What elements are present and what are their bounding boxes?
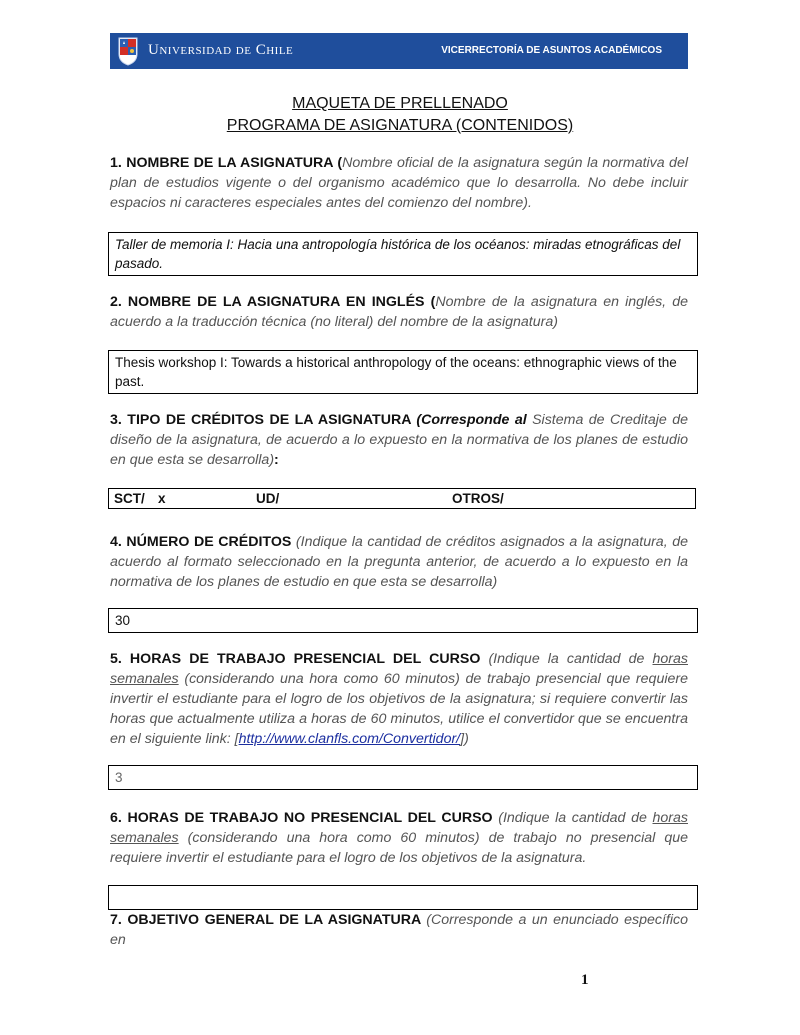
section-6-prompt xyxy=(110,808,688,868)
section-5-description-start: (Indique la cantidad de xyxy=(488,651,653,667)
section-6-description-start: (Indique la cantidad de xyxy=(498,810,653,826)
sct-option-label[interactable]: SCT/ xyxy=(114,491,145,506)
section-1-answer-box[interactable]: Taller de memoria I: Hacia una antropología histórica de los océanos: miradas etnográficas del pasado. xyxy=(108,232,698,276)
section-5-answer-box[interactable]: 3 xyxy=(108,765,698,790)
section-4-prompt xyxy=(110,532,688,592)
section-3-description: Sistema de Creditaje de diseño de la asignatura, de acuerdo a lo expuesto en la normativa de los planes de estudio en que esta se desarrolla) xyxy=(110,412,689,468)
section-2-description: Nombre de la asignatura en inglés, de acuerdo a la traducción técnica (no literal) del nombre de la asignatura) xyxy=(110,294,688,330)
section-7-description: (Corresponde a un enunciado específico en xyxy=(110,912,688,948)
section-6-description-end: (considerando una hora como 60 minutos) de trabajo no presencial que requiere invertir el estudiante para el logro de los objetivos de la asignatura. xyxy=(110,830,688,866)
section-3-description-prefix: (Corresponde al xyxy=(416,412,533,428)
page-number: 1 xyxy=(581,972,589,988)
section-1-description: Nombre oficial de la asignatura según la normativa del plan de estudios vigente o del organismo académico que lo desarrolla. No debe incluir espacios ni caracteres especiales antes del comienzo del nombre). xyxy=(110,155,688,211)
university-name: Universidad de Chile xyxy=(148,42,294,58)
header-banner xyxy=(110,33,688,69)
section-3-colon: : xyxy=(274,452,279,468)
section-4-answer-box[interactable]: 30 xyxy=(108,608,698,633)
section-5-heading: 5. HORAS DE TRABAJO PRESENCIAL DEL CURSO xyxy=(110,651,489,667)
section-7-heading: 7. OBJETIVO GENERAL DE LA ASIGNATURA xyxy=(110,912,427,928)
document-title-line-2: PROGRAMA DE ASIGNATURA (CONTENIDOS) xyxy=(226,117,574,134)
otros-option-label[interactable]: OTROS/ xyxy=(452,491,504,506)
section-3-prompt xyxy=(110,410,688,470)
section-5-weekly-hours: horas semanales xyxy=(110,651,688,687)
section-6-heading: 6. HORAS DE TRABAJO NO PRESENCIAL DEL CURSO xyxy=(110,810,499,826)
section-4-description: (Indique la cantidad de créditos asignados a la asignatura, de acuerdo al formato seleccionado en la pregunta anterior, de acuerdo a lo expuesto en la normativa de los planes de estudio en que esta se desarrolla) xyxy=(110,534,688,590)
sct-selected-mark: x xyxy=(158,491,166,506)
section-1-heading: 1. NOMBRE DE LA ASIGNATURA ( xyxy=(110,155,343,171)
section-2-answer-box[interactable]: Thesis workshop I: Towards a historical anthropology of the oceans: ethnographic views of the past. xyxy=(108,350,698,394)
vice-rectorate-label: VICERRECTORÍA DE ASUNTOS ACADÉMICOS xyxy=(441,45,662,56)
section-5-prompt xyxy=(110,649,688,749)
section-6-answer-box[interactable] xyxy=(108,885,698,910)
section-3-heading: 3. TIPO DE CRÉDITOS DE LA ASIGNATURA xyxy=(110,412,417,428)
section-2-heading: 2. NOMBRE DE LA ASIGNATURA EN INGLÉS ( xyxy=(110,294,436,310)
section-1-prompt xyxy=(110,153,688,213)
credit-type-row xyxy=(108,488,696,509)
section-6-weekly-hours: horas semanales xyxy=(110,810,688,846)
ud-option-label[interactable]: UD/ xyxy=(256,491,280,506)
section-5-description-middle: (considerando una hora como 60 minutos) de trabajo presencial que requiere invertir el estudiante para el logro de los objetivos de la asignatura; si requiere convertir las horas que actualmente utiliza a horas de 60 minutos, utilice el convertidor que se encuentra en el siguiente link: [ xyxy=(110,671,688,747)
university-crest-icon xyxy=(117,36,139,66)
document-title-line-1: MAQUETA DE PRELLENADO xyxy=(292,95,508,112)
converter-link[interactable]: http://www.clanfls.com/Convertidor/ xyxy=(238,731,461,747)
section-7-prompt xyxy=(110,910,688,950)
section-4-heading: 4. NÚMERO DE CRÉDITOS xyxy=(110,534,296,550)
section-5-description-end: ]) xyxy=(460,731,469,747)
section-2-prompt xyxy=(110,292,688,332)
